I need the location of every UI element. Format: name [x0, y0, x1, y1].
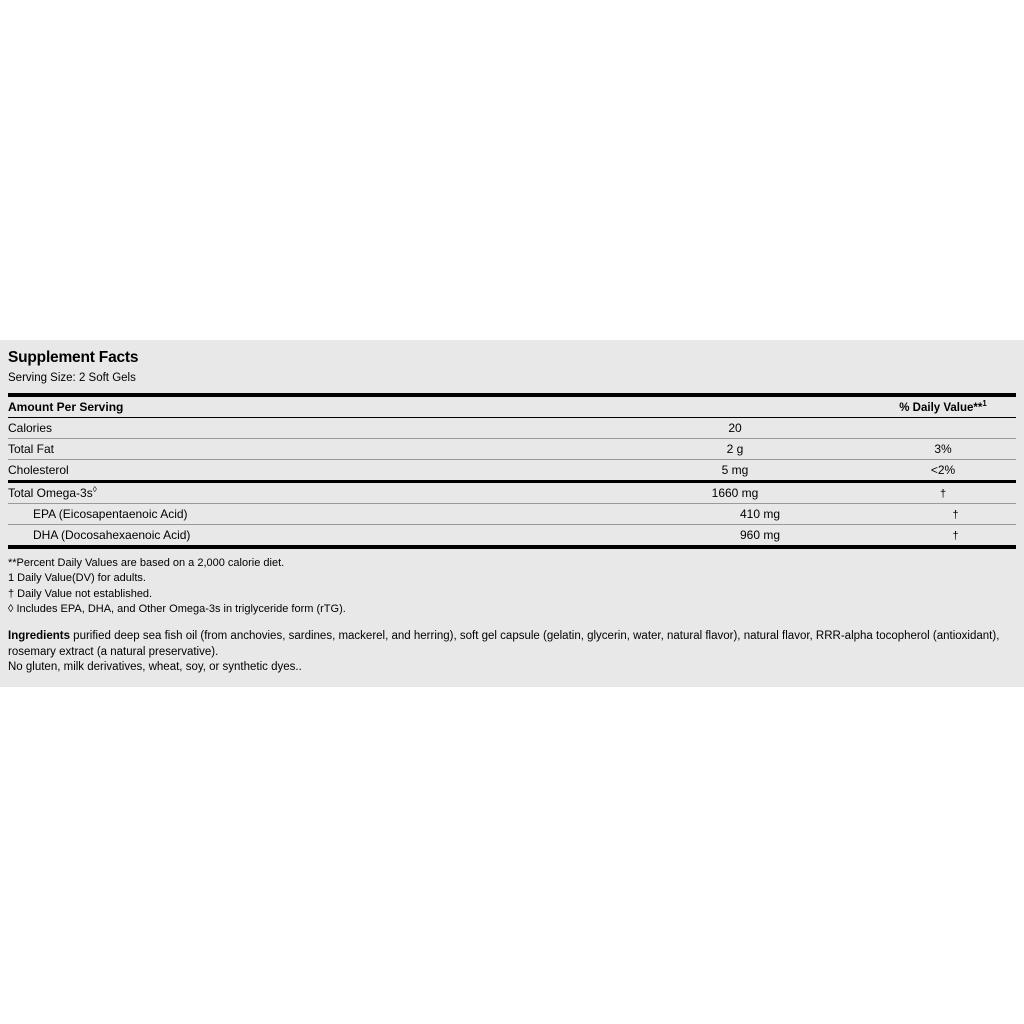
nutrient-daily-value: †: [939, 487, 947, 500]
table-row: [0, 439, 1024, 459]
ingredients-block: [0, 617, 1024, 660]
serving-size: Serving Size: 2 Soft Gels: [8, 372, 136, 385]
omega3-lozenge-icon: ◊: [92, 484, 97, 494]
nutrient-name: [8, 483, 600, 503]
nutrient-amount: 20: [728, 420, 742, 435]
amount-per-serving-label: Amount Per Serving: [8, 399, 124, 414]
footnote-lozenge: ◊ Includes EPA, DHA, and Other Omega-3s in triglyceride form (rTG).: [8, 602, 346, 615]
panel-title: Supplement Facts: [8, 349, 139, 366]
panel-heading: [0, 340, 1024, 393]
table-row: [0, 504, 1024, 524]
ingredients-label: Ingredients: [8, 630, 70, 643]
daily-value-header-text: % Daily Value: [899, 401, 974, 414]
nutrient-amount: 2 g: [726, 441, 744, 456]
amount-per-serving-header-row: [0, 397, 1024, 417]
footnote-percent-dv: **Percent Daily Values are based on a 2,000 calorie diet.: [8, 556, 285, 569]
nutrient-daily-value: <2%: [930, 462, 956, 477]
nutrient-amount: 5 mg: [721, 462, 749, 477]
nutrient-amount: 1660 mg: [711, 485, 759, 500]
table-row: [0, 525, 1024, 545]
nutrient-name: Total Fat: [8, 441, 55, 456]
free-from-statement: No gluten, milk derivatives, wheat, soy, or synthetic dyes..: [8, 661, 302, 674]
ingredients-text: purified deep sea fish oil (from anchovies, sardines, mackerel, and herring), soft gel capsule (gelatin, glycerin, water, natural flavor), natural flavor, RRR-alpha tocopherol (antioxidant), rosemary extract (a natural preservative).: [8, 630, 1000, 658]
nutrient-daily-value: 3%: [934, 441, 952, 456]
daily-value-header-superscript: 1: [982, 398, 987, 408]
supplement-facts-panel: [0, 340, 1024, 687]
nutrient-name: Cholesterol: [8, 462, 69, 477]
nutrient-daily-value: †: [952, 529, 959, 542]
nutrient-name: DHA (Docosahexaenoic Acid): [33, 527, 191, 542]
footnote-dagger: † Daily Value not established.: [8, 587, 153, 600]
nutrient-name: Calories: [8, 420, 53, 435]
nutrient-name-text: Total Omega-3s: [8, 485, 93, 500]
table-row: [0, 483, 1024, 503]
footnote-dv-adults: 1 Daily Value(DV) for adults.: [8, 572, 146, 585]
daily-value-header-marks: **: [973, 401, 983, 414]
footnotes: [0, 549, 1024, 618]
nutrient-daily-value: †: [952, 508, 959, 521]
daily-value-header: [870, 398, 1016, 418]
nutrient-amount: 960 mg: [739, 527, 781, 542]
table-row: [0, 418, 1024, 438]
table-row: [0, 460, 1024, 480]
nutrient-amount: 410 mg: [739, 506, 781, 521]
nutrient-name: EPA (Eicosapentaenoic Acid): [33, 506, 188, 521]
